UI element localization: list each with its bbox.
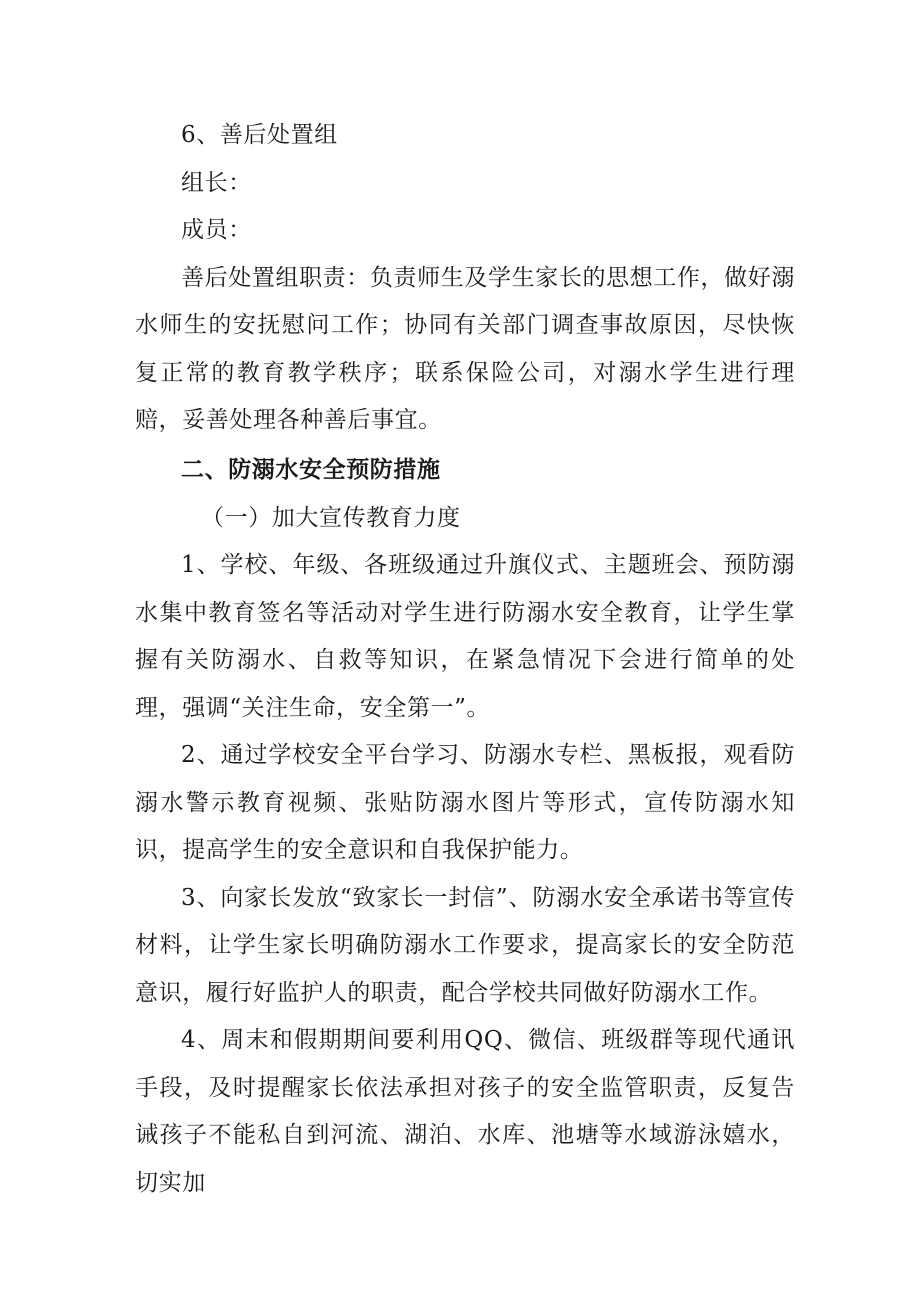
group6-leader-line: 组长： [181, 169, 252, 196]
group6-members-line: 成员： [181, 217, 252, 243]
item1-paragraph: 1、学校、年级、各班级通过升旗仪式、主题班会、预防溺水集中教育签名等活动对学生进行防溺水安全教育，让学生掌握有关防溺水、自救等知识，在紧急情况下会进行简单的处理，强调“关注生命，安全第一”。 [135, 552, 795, 721]
item2-paragraph: 2、通过学校安全平台学习、防溺水专栏、黑板报，观看防溺水警示教育视频、张贴防溺水图片等形式，宣传防溺水知识，提高学生的安全意识和自我保护能力。 [135, 742, 795, 863]
section2-heading: 二、防溺水安全预防措施 [181, 456, 441, 483]
subsection1-heading: （一）加大宣传教育力度 [201, 504, 461, 531]
group6-duties-paragraph: 善后处置组职责：负责师生及学生家长的思想工作，做好溺水师生的安抚慰问工作；协同有关部门调查事故原因，尽快恢复正常的教育教学秩序；联系保险公司，对溺水学生进行理赔，妥善处理各种善后事宜。 [135, 264, 795, 433]
item3-paragraph: 3、向家长发放“致家长一封信”、防溺水安全承诺书等宣传材料，让学生家长明确防溺水工作要求，提高家长的安全防范意识，履行好监护人的职责，配合学校共同做好防溺水工作。 [135, 884, 795, 1006]
item4-paragraph: 4、周末和假期期间要利用QQ、微信、班级群等现代通讯手段，及时提醒家长依法承担对孩子的安全监管职责，反复告诫孩子不能私自到河流、湖泊、水库、池塘等水域游泳嬉水，切实加 [135, 1027, 795, 1196]
group6-title: 6、善后处置组 [181, 122, 338, 148]
document-body [135, 112, 795, 1207]
